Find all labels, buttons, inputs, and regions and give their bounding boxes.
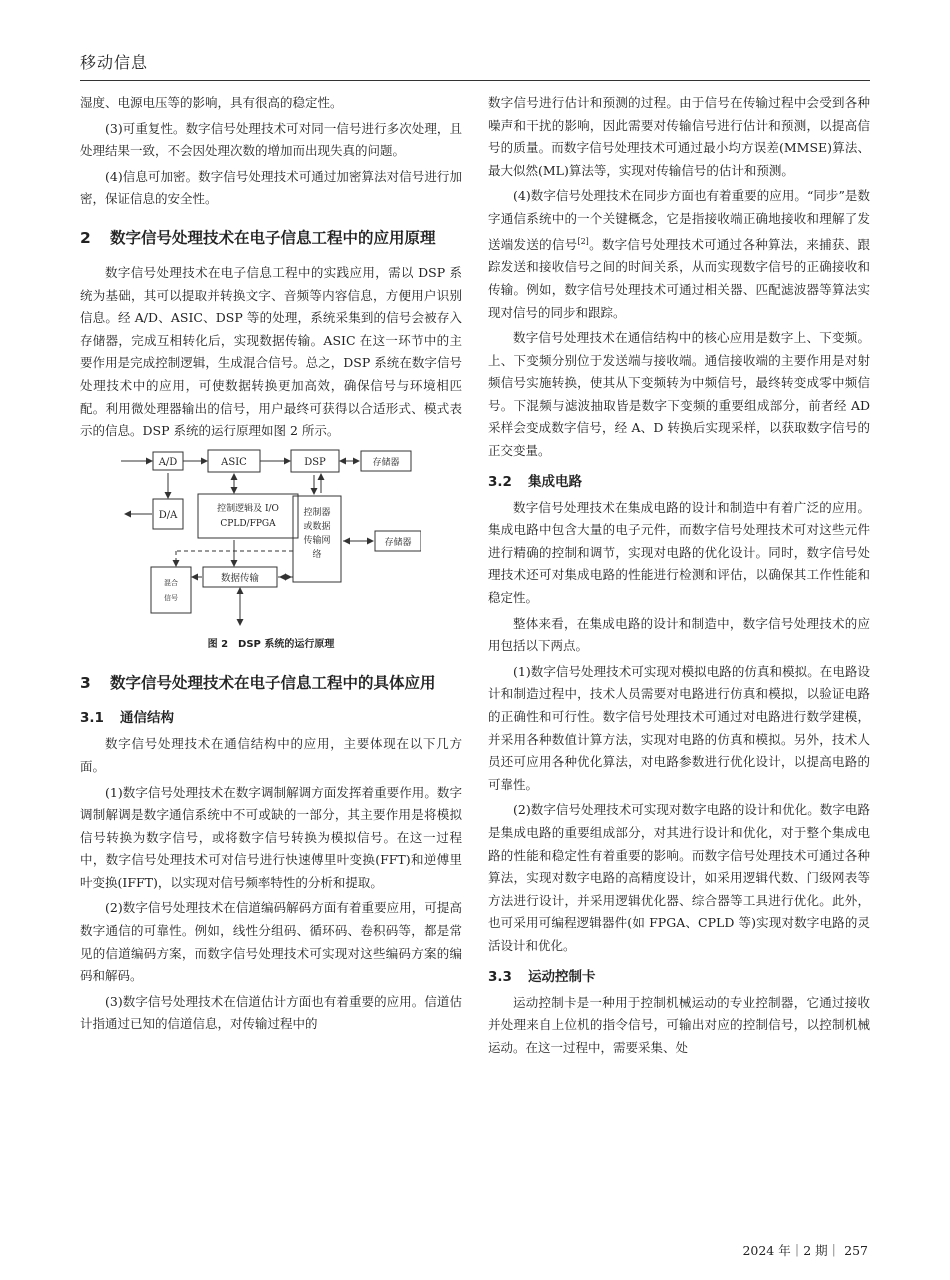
paragraph: 运动控制卡是一种用于控制机械运动的专业控制器，它通过接收并处理来自上位机的指令信号，可输出对应的控制信号，以控制机械运动。在这一过程中，需要采集、处 [488, 994, 870, 1055]
memory-label-1: 存储器 [372, 457, 400, 468]
control-logic-box [198, 494, 298, 538]
section-title: 数字信号处理技术在电子信息工程中的具体应用 [110, 674, 436, 693]
paragraph-part: 。数字信号处理技术可通过各种算法，来捕获、跟踪发送和接收信号之间的时间关系，从而实现数字信号的正确接收和传输。例如，数字信号处理技术可通过相关器、匹配滤波器等算法实现对信号的同步和跟踪。 [488, 236, 870, 320]
section-title: 数字信号处理技术在电子信息工程中的应用原理 [110, 228, 436, 247]
section-heading-3 [80, 670, 462, 697]
dsp-diagram [121, 447, 421, 632]
subsection-number: 3.1 [80, 710, 104, 727]
paragraph: 数字信号处理技术在通信结构中的应用，主要体现在以下几方面。 [80, 736, 462, 774]
network-label-1: 控制器 [303, 507, 331, 518]
paragraph: (1)数字信号处理技术可实现对模拟电路的仿真和模拟。在电路设计和制造过程中，技术人员需要对电路进行仿真和模拟，以验证电路的正确性和可行性。数字信号处理技术可通过对电路进行数学建模，并采用各种数值计算方法，实现对电路的仿真和模拟。另外，技术人员还可应用各种优化算法，对电路参数进行优化设计，以提高电路的可靠性。 [488, 663, 870, 792]
paragraph: 数字信号处理技术在电子信息工程中的实践应用，需以 DSP 系统为基础，其可以提取并转换文字、音频等内容信息，方便用户识别信息。经 A/D、ASIC、DSP 等的处理，系统采集到的信号会被存入存储器，完成互相转化后，实现数据传输。ASIC 在这一环节中的主要作用是完成控制逻辑，生成混合信号。总之，DSP 系统在数字信号处理技术中的应用，可使数据转换更加高效，确保信号与环境相匹配。利用微处理器输出的信号，用户最终可获得以合适形式、模式表示的信息。DSP 系统的运行原理如图 2 所示。 [80, 264, 462, 439]
header-rule [80, 80, 870, 81]
page-footer: 2024 年｜2 期｜ 257 [742, 1243, 868, 1258]
network-label-3: 传输网 [303, 535, 331, 546]
paragraph: (3)数字信号处理技术在信道估计方面也有着重要的应用。信道估计指通过已知的信道信息，对传输过程中的 [80, 993, 462, 1032]
network-label-4: 络 [312, 549, 322, 560]
subsection-title: 通信结构 [120, 710, 174, 727]
subsection-number: 3.3 [488, 968, 512, 985]
paragraph [488, 185, 870, 324]
section-number: 2 [80, 228, 91, 247]
paragraph-part: (4)数字信号处理技术在同步方面也有着重要的应用。“同步”是数字通信系统中的一个关键概念，它是指接收端正确地接收和理解了发送端发送的信号 [488, 188, 870, 252]
mixed-label-2: 信号 [164, 593, 178, 602]
right-column [488, 92, 870, 1062]
paragraph: (4)信息可加密。数字信号处理技术可通过加密算法对信号进行加密，保证信息的安全性。 [80, 168, 462, 207]
subsection-number: 3.2 [488, 473, 512, 490]
journal-header: 移动信息 [80, 53, 149, 72]
da-label: D/A [158, 509, 178, 521]
paragraph: (2)数字信号处理技术在信道编码解码方面有着重要应用，可提高数字通信的可靠性。例如，线性分组码、循环码、卷积码等，都是常见的信道编码方案，而数字信号处理技术可实现对这些编码方案的编码和解码。 [80, 900, 462, 984]
control-label-1: 控制逻辑及 I/O [217, 503, 279, 514]
citation-ref: [2] [577, 236, 589, 246]
paragraph: (3)可重复性。数字信号处理技术可对同一信号进行多次处理，且处理结果一致，不会因处理次数的增加而出现失真的问题。 [80, 120, 462, 159]
ad-label: A/D [158, 456, 178, 468]
control-label-2: CPLD/FPGA [220, 518, 276, 529]
section-heading-2 [80, 225, 462, 252]
section-number: 3 [80, 674, 91, 693]
paragraph: (1)数字信号处理技术在数字调制解调方面发挥着重要作用。数字调制解调是数字通信系统中不可或缺的一部分，其主要作用是将模拟信号转换为数字信号，或将数字信号转换为模拟信号。在这一过程中，数字信号处理技术可对信号进行快速傅里叶变换(FFT)和逆傅里叶变换(IFFT)，以实现对信号频率特性的分析和提取。 [80, 784, 462, 890]
subsection-heading-3-2 [488, 471, 870, 493]
data-transfer-label: 数据传输 [220, 572, 260, 584]
figure-caption: 图 2 DSP 系统的运行原理 [207, 638, 335, 650]
paragraph: 整体来看，在集成电路的设计和制造中，数字信号处理技术的应用包括以下两点。 [488, 615, 870, 654]
network-label-2: 或数据 [303, 521, 331, 532]
mixed-label-1: 混合 [164, 578, 178, 587]
subsection-title: 集成电路 [528, 473, 582, 490]
paragraph: 数字信号处理技术在通信结构中的核心应用是数字上、下变频。上、下变频分别位于发送端与接收端。通信接收端的主要作用是对射频信号实施转换，使其从下变频转为中频信号，最终转变成零中频信号。下混频与滤波抽取皆是数字下变频的重要组成部分，前者经 AD 采样会变成数字信号，经 A、D 转换后实现采样，以获取数字信号的正交变量。 [488, 330, 870, 459]
paragraph: 数字信号进行估计和预测的过程。由于信号在传输过程中会受到各种噪声和干扰的影响，因此需要对传输信号进行估计和预测，以提高信号的质量。而数字信号处理技术可通过最小均方误差(MMSE)算法、最大似然(ML)算法等，实现对传输信号的估计和预测。 [488, 95, 870, 178]
memory-label-2: 存储器 [384, 537, 412, 548]
subsection-title: 运动控制卡 [528, 968, 596, 985]
paragraph: 湿度、电源电压等的影响，具有很高的稳定性。 [80, 95, 343, 110]
subsection-heading-3-3 [488, 966, 870, 988]
dsp-label: DSP [304, 456, 326, 468]
paragraph: (2)数字信号处理技术可实现对数字电路的设计和优化。数字电路是集成电路的重要组成部分，对其进行设计和优化，对于整个集成电路的性能和稳定性有着重要的影响。而数字信号处理技术可通过各种算法，实现对数字电路的高精度设计，如采用逻辑代数、门级网表等方法进行设计，并采用逻辑优化器、综合器等工具进行优化。此外，也可采用可编程逻辑器件(如 FPGA、CPLD 等)实现对数字电路的灵活设计和优化。 [488, 802, 870, 953]
asic-label: ASIC [221, 456, 247, 468]
mixed-signal-box [151, 567, 191, 613]
paragraph: 数字信号处理技术在集成电路的设计和制造中有着广泛的应用。集成电路中包含大量的电子元件，而数字信号处理技术可对这些元件进行精确的控制和调节，实现对电路的优化设计。同时，数字信号处理技术还可对集成电路的性能进行检测和评估，以确保其工作性能和稳定性。 [488, 499, 870, 606]
subsection-heading-3-1 [80, 707, 462, 729]
figure-dsp-diagram [80, 447, 462, 657]
left-column [80, 92, 462, 1039]
